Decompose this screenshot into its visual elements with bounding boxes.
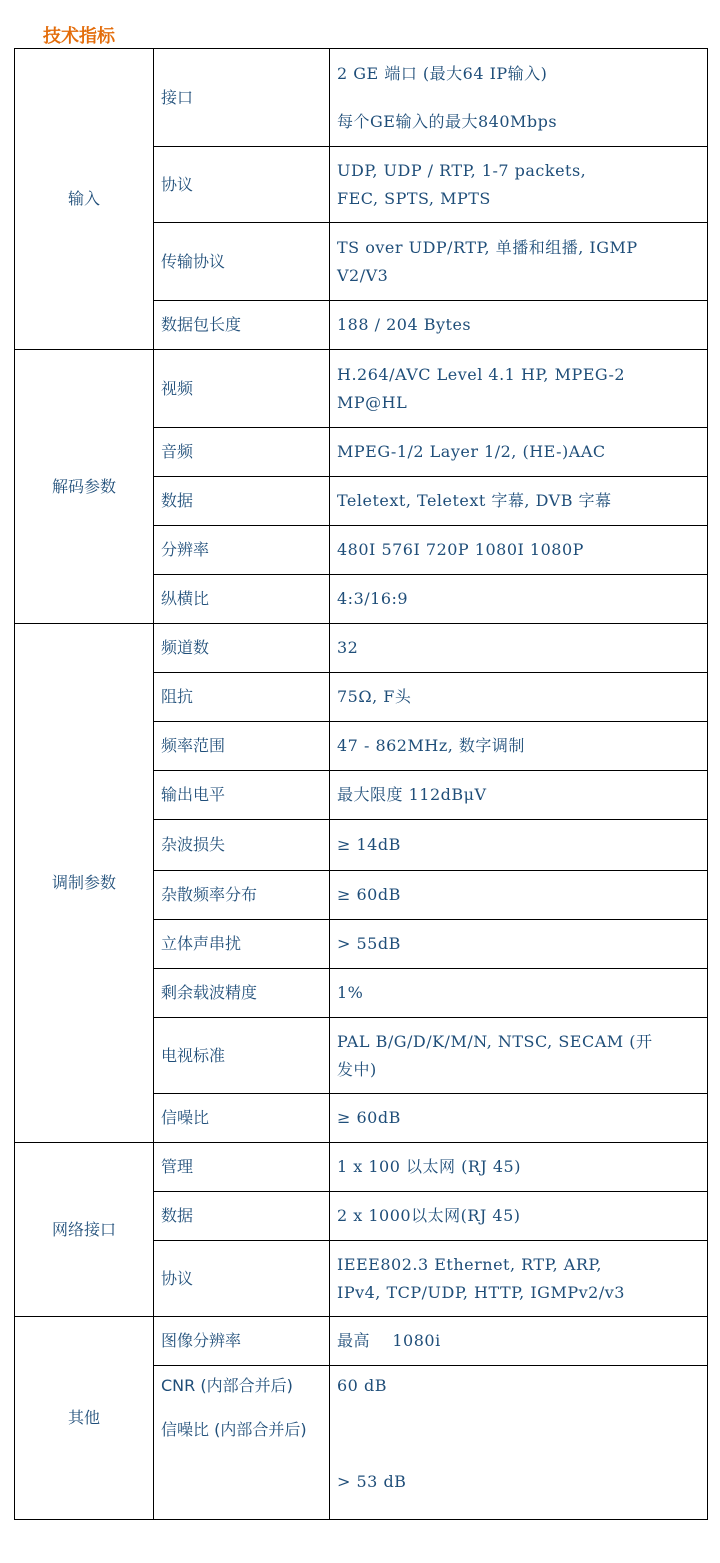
spec-row: [15, 350, 708, 428]
param-cell-merged: [154, 1366, 330, 1520]
merged-param: 信噪比 (内部合并后): [161, 1420, 307, 1439]
value-line: 每个GE输入的最大840Mbps: [337, 111, 558, 131]
value-line: UDP, UDP / RTP, 1-7 packets,: [337, 160, 587, 180]
param-cell: 音频: [154, 428, 330, 477]
line-gap: [337, 88, 700, 108]
value-cell: [330, 820, 708, 871]
value-cell: [330, 223, 708, 301]
param-cell: 输出电平: [154, 771, 330, 820]
value-cell: [330, 428, 708, 477]
value-line: Teletext, Teletext 字幕, DVB 字幕: [337, 491, 612, 510]
value-line: TS over UDP/RTP, 单播和组播, IGMP: [337, 237, 638, 257]
value-cell: [330, 1018, 708, 1094]
value-line: 2 GE 端口 (最大64 IP输入): [337, 63, 548, 83]
value-cell: [330, 673, 708, 722]
param-cell: 分辨率: [154, 526, 330, 575]
value-line: ≥ 14dB: [337, 835, 401, 854]
value-line: MP@HL: [337, 392, 408, 412]
param-cell: 数据: [154, 1192, 330, 1241]
value-cell: [330, 1192, 708, 1241]
value-line: 1%: [337, 983, 364, 1002]
value-cell: [330, 1317, 708, 1366]
category-cell: 解码参数: [15, 350, 154, 624]
value-cell: [330, 1094, 708, 1143]
value-cell: [330, 771, 708, 820]
value-cell: [330, 624, 708, 673]
param-cell: 频道数: [154, 624, 330, 673]
value-line: V2/V3: [337, 265, 389, 285]
value-cell: [330, 49, 708, 147]
spec-row: [15, 1317, 708, 1366]
merged-param: CNR (内部合并后): [161, 1376, 293, 1395]
value-cell: [330, 301, 708, 350]
category-cell: 调制参数: [15, 624, 154, 1143]
value-cell: [330, 147, 708, 223]
param-cell: 立体声串扰: [154, 920, 330, 969]
param-cell: 数据包长度: [154, 301, 330, 350]
value-cell: [330, 1241, 708, 1317]
param-cell: 传输协议: [154, 223, 330, 301]
value-cell: [330, 871, 708, 920]
value-line: H.264/AVC Level 4.1 HP, MPEG-2: [337, 364, 626, 384]
merged-value: 60 dB: [337, 1376, 387, 1395]
spec-table: [14, 48, 708, 1520]
spec-row: [15, 624, 708, 673]
merged-value: > 53 dB: [337, 1472, 407, 1491]
param-cell: 纵横比: [154, 575, 330, 624]
param-cell: 协议: [154, 147, 330, 223]
value-cell-merged: [330, 1366, 708, 1520]
value-cell: [330, 526, 708, 575]
section-title: 技术指标: [43, 26, 115, 47]
value-line: 发中): [337, 1059, 377, 1079]
category-cell: 输入: [15, 49, 154, 350]
value-line: 480I 576I 720P 1080I 1080P: [337, 540, 584, 559]
spec-row: [15, 49, 708, 147]
value-cell: [330, 350, 708, 428]
value-line: ≥ 60dB: [337, 885, 401, 904]
value-line: 188 / 204 Bytes: [337, 315, 472, 334]
value-line: 最大限度 112dBμV: [337, 785, 487, 804]
value-line: PAL B/G/D/K/M/N, NTSC, SECAM (开: [337, 1031, 653, 1051]
param-cell: 频率范围: [154, 722, 330, 771]
category-cell: 其他: [15, 1317, 154, 1520]
value-line: 32: [337, 638, 359, 657]
value-cell: [330, 920, 708, 969]
param-cell: 杂散频率分布: [154, 871, 330, 920]
value-cell: [330, 477, 708, 526]
param-cell: 协议: [154, 1241, 330, 1317]
value-cell: [330, 1143, 708, 1192]
param-cell: 图像分辨率: [154, 1317, 330, 1366]
param-cell: 电视标准: [154, 1018, 330, 1094]
param-cell: 阻抗: [154, 673, 330, 722]
param-cell: 杂波损失: [154, 820, 330, 871]
value-line: IEEE802.3 Ethernet, RTP, ARP,: [337, 1254, 602, 1274]
value-line: 4:3/16:9: [337, 589, 409, 608]
value-line: 47 - 862MHz, 数字调制: [337, 736, 525, 755]
category-cell: 网络接口: [15, 1143, 154, 1317]
param-cell: 接口: [154, 49, 330, 147]
param-cell: 管理: [154, 1143, 330, 1192]
param-cell: 视频: [154, 350, 330, 428]
param-cell: 剩余载波精度: [154, 969, 330, 1018]
value-line: FEC, SPTS, MPTS: [337, 188, 491, 208]
value-line: > 55dB: [337, 934, 401, 953]
value-line: 75Ω, F头: [337, 687, 412, 706]
value-cell: [330, 722, 708, 771]
value-line: 最高 1080i: [337, 1331, 441, 1350]
value-line: 1 x 100 以太网 (RJ 45): [337, 1157, 521, 1176]
param-cell: 信噪比: [154, 1094, 330, 1143]
value-cell: [330, 969, 708, 1018]
value-line: MPEG-1/2 Layer 1/2, (HE-)AAC: [337, 442, 606, 461]
spec-row: [15, 1143, 708, 1192]
value-line: ≥ 60dB: [337, 1108, 401, 1127]
value-line: IPv4, TCP/UDP, HTTP, IGMPv2/v3: [337, 1282, 625, 1302]
value-cell: [330, 575, 708, 624]
value-line: 2 x 1000以太网(RJ 45): [337, 1206, 521, 1225]
param-cell: 数据: [154, 477, 330, 526]
